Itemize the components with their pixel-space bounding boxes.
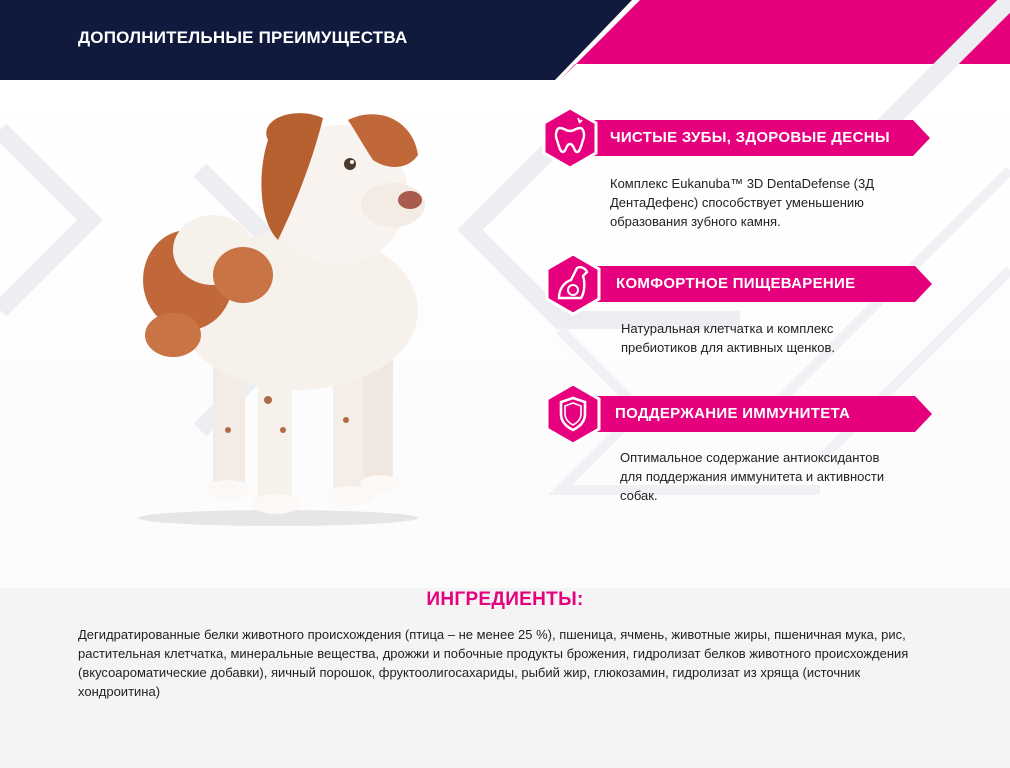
puppy-image	[118, 100, 448, 530]
benefit-title-3: ПОДДЕРЖАНИЕ ИММУНИТЕТА	[615, 405, 851, 422]
dog-digestion-icon	[541, 252, 605, 316]
benefit-text-3: Оптимальное содержание антиоксидантов для поддержания иммунитета и активности собак.	[620, 450, 885, 503]
tooth-icon	[538, 106, 602, 170]
ingredients-text: Дегидратированные белки животного происхождения (птица – не менее 25 %), пшеница, ячмень, животные жиры, пшеничная мука, рис, растительная клетчатка, минеральные вещества, дрожжи и побочные продукты брожения, гидролизат белков животного происхождения (вкусоароматические добавки), яичный порошок, фруктоолигосахариды, рыбий жир, глюкозамин, гидролизат из хряща (источник хондроитина)	[78, 627, 909, 699]
benefit-text-2: Натуральная клетчатка и комплекс пребиотиков для активных щенков.	[621, 321, 835, 355]
ingredients-section	[0, 588, 1010, 768]
ingredients-title: ИНГРЕДИЕНТЫ:	[426, 589, 584, 610]
shield-icon	[541, 382, 605, 446]
benefit-text-1: Комплекс Eukanuba™ 3D DentaDefense (3Д ДентаДефенс) способствует уменьшению образования зубного камня.	[610, 176, 875, 229]
benefit-title-1: ЧИСТЫЕ ЗУБЫ, ЗДОРОВЫЕ ДЕСНЫ	[610, 129, 890, 146]
benefit-title-2: КОМФОРТНОЕ ПИЩЕВАРЕНИЕ	[616, 275, 856, 292]
page-title: ДОПОЛНИТЕЛЬНЫЕ ПРЕИМУЩЕСТВА	[78, 28, 408, 47]
